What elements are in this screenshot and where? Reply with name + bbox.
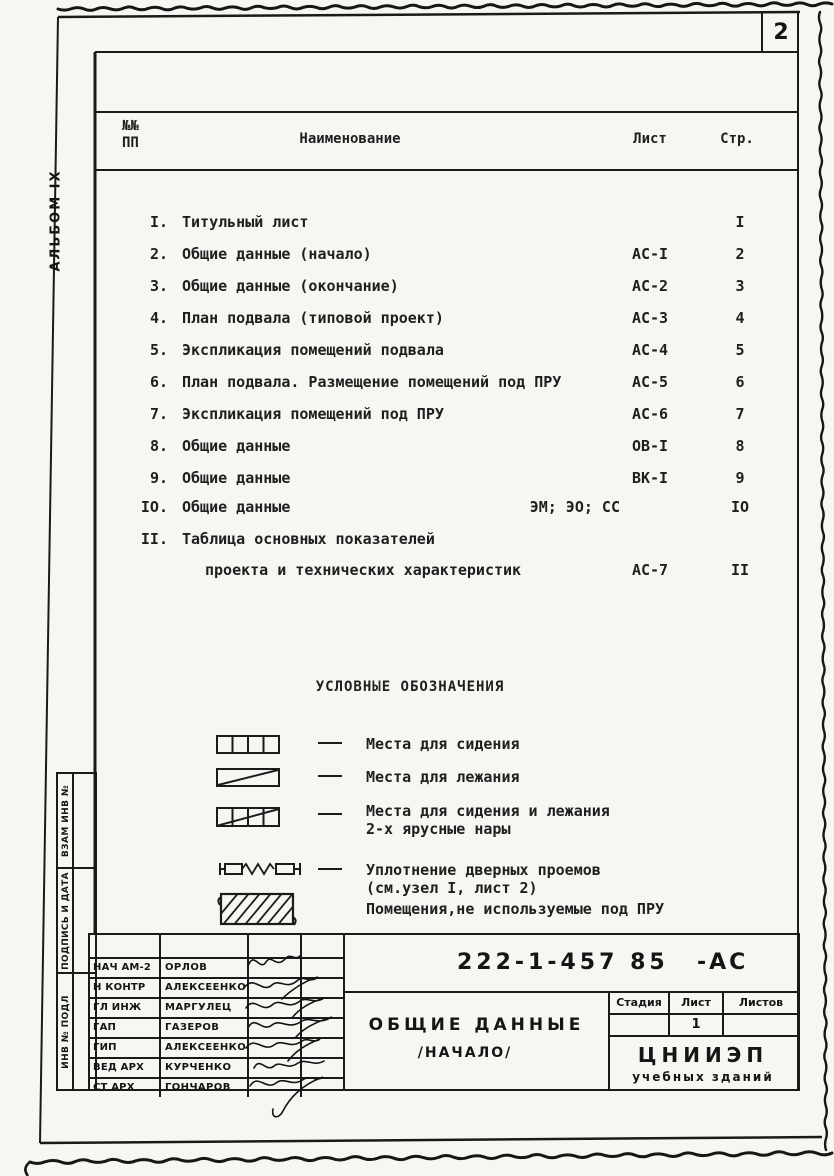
signatory-name: ГОНЧАРОВ [159, 1079, 247, 1097]
toc-col-name: Наименование [299, 131, 401, 147]
toc-row-sheet: ЭМ; ЭО; СС [529, 498, 620, 516]
toc-row-num: II. [140, 530, 168, 548]
legend-label: Места для сидения и лежания [366, 802, 610, 820]
toc-row-name: Экспликация помещений подвала [182, 341, 444, 359]
sheet-label: Лист [668, 993, 722, 1013]
signatory-name: ГАЗЕРОВ [159, 1019, 247, 1037]
legend-label: Помещения,не используемые под ПРУ [366, 900, 665, 918]
seating-symbol [216, 735, 280, 754]
toc-col-page: Стр. [720, 131, 754, 147]
toc-row-name: Экспликация помещений под ПРУ [182, 405, 444, 423]
toc-row-page: II [730, 561, 750, 579]
toc-row-name: Общие данные (начало) [182, 245, 372, 263]
toc-row-sheet: АС-5 [631, 373, 669, 391]
seating-lying-symbol [216, 806, 280, 827]
toc-row-sheet: ВК-I [631, 469, 669, 487]
toc-row-page: 6 [735, 373, 745, 391]
toc-row-sheet: ОВ-I [631, 437, 669, 455]
organization-box [608, 1035, 800, 1091]
toc-row-continued [110, 559, 798, 581]
toc-row [110, 467, 798, 489]
toc-row-num: 7. [149, 405, 168, 423]
toc-header [95, 112, 798, 170]
toc-row-page: 2 [735, 245, 745, 263]
sheet-value: 1 [668, 1015, 722, 1037]
toc-row-name: Общие данные [182, 498, 291, 516]
toc-row [110, 211, 798, 233]
stamp-label: ВЗАМ ИНВ № [61, 784, 72, 857]
stage-grid [608, 991, 800, 1037]
toc-row-num: IO. [140, 498, 168, 516]
legend-title: УСЛОВНЫЕ ОБОЗНАЧЕНИЯ [315, 679, 505, 695]
door-seal-symbol [218, 860, 302, 878]
legend-label-line2: 2-х ярусные нары [366, 820, 511, 838]
toc-row-page: I [735, 213, 745, 231]
toc-row-num: 6. [149, 373, 168, 391]
hatched-room-symbol [214, 891, 300, 927]
toc-col-sheet: Лист [633, 131, 667, 147]
toc-row-sheet: АС-7 [631, 561, 669, 579]
toc-row-page: IO [730, 498, 750, 516]
toc-row-page: 8 [735, 437, 745, 455]
toc-row-name: План подвала (типовой проект) [182, 309, 444, 327]
stamp-label: ПОДПИСЬ И ДАТА [61, 871, 71, 970]
toc-row-page: 7 [735, 405, 745, 423]
toc-row-name2: проекта и технических характеристик [205, 561, 522, 579]
doc-suffix: -АС [697, 950, 749, 975]
legend-label: Уплотнение дверных проемов [366, 861, 601, 879]
signatures [240, 938, 360, 1118]
signatory-role: ВЕД АРХ [93, 1062, 145, 1073]
stamp-label: ИНВ № ПОДЛ [61, 994, 72, 1069]
toc-row-page: 9 [735, 469, 745, 487]
toc-row-num: 8. [149, 437, 168, 455]
toc-row-sheet: АС-6 [631, 405, 669, 423]
signatory-role: Н КОНТР [93, 982, 146, 993]
sheet-title-line1: ОБЩИЕ ДАННЫЕ [368, 1015, 585, 1035]
lying-symbol [216, 768, 280, 787]
toc-row [110, 403, 798, 425]
toc-row-name: Общие данные [182, 437, 291, 455]
toc-row-name: План подвала. Размещение помещений под ПРУ [182, 373, 562, 391]
signatory-role: ГИП [93, 1042, 117, 1053]
legend-label: Места для лежания [366, 768, 520, 786]
signatory-role: ГЛ ИНЖ [93, 1002, 142, 1013]
toc-row-name: Общие данные [182, 469, 291, 487]
toc-row-sheet: АС-3 [631, 309, 669, 327]
toc-row [110, 307, 798, 329]
toc-row [110, 435, 798, 457]
legend-label: Места для сидения [366, 735, 520, 753]
sheet-title-box [343, 991, 610, 1091]
toc-row [110, 339, 798, 361]
legend-dash [318, 742, 342, 744]
signatory-role: НАЧ АМ-2 [93, 962, 152, 973]
toc-row-num: 4. [149, 309, 168, 327]
toc-row [110, 275, 798, 297]
doc-number: 222-1-457 85 [457, 950, 669, 975]
toc-row [110, 371, 798, 393]
signatory-role: СТ АРХ [93, 1082, 135, 1093]
sheet-number-top: 2 [773, 20, 789, 45]
stage-label: Стадия [616, 996, 662, 1009]
doc-number-box [343, 933, 800, 993]
toc-row [110, 243, 798, 265]
toc-row-num: 2. [149, 245, 168, 263]
toc-row [110, 528, 798, 550]
signatory-name: МАРГУЛЕЦ [159, 999, 247, 1017]
stamp-box-vzam [56, 772, 97, 869]
legend-dash [318, 813, 342, 815]
legend-label-line2: (см.узел I, лист 2) [366, 879, 538, 897]
toc-row-sheet: АС-2 [631, 277, 669, 295]
sheet-title-line2: /НАЧАЛО/ [417, 1045, 513, 1061]
signatory-name: КУРЧЕНКО [159, 1059, 247, 1077]
signatory-role: ГАП [93, 1022, 117, 1033]
toc-row-page: 4 [735, 309, 745, 327]
toc-row-num: 3. [149, 277, 168, 295]
toc-row [110, 496, 798, 518]
toc-row-page: 5 [735, 341, 745, 359]
sheets-label: Листов [722, 993, 798, 1013]
album-label: АЛЬБОМ IX [48, 168, 64, 272]
toc-row-page: 3 [735, 277, 745, 295]
signatory-name: ОРЛОВ [159, 959, 247, 977]
toc-row-name: Таблица основных показателей [182, 530, 435, 548]
toc-row-sheet: АС-I [631, 245, 669, 263]
legend-dash [318, 868, 342, 870]
toc-row-name: Общие данные (окончание) [182, 277, 399, 295]
signatory-name: АЛЕКСЕЕНКО [159, 979, 247, 997]
toc-row-num: 5. [149, 341, 168, 359]
toc-row-num: I. [149, 213, 168, 231]
signatory-name: АЛЕКСЕЕНКО [159, 1039, 247, 1057]
legend-dash [318, 775, 342, 777]
organization-line1: ЦНИИЭП [637, 1043, 769, 1067]
toc-col-num: №№ ПП [122, 118, 139, 151]
toc-row-sheet: АС-4 [631, 341, 669, 359]
toc-row-num: 9. [149, 469, 168, 487]
toc-row-name: Титульный лист [182, 213, 309, 231]
organization-line2: учебных зданий [632, 1070, 774, 1084]
